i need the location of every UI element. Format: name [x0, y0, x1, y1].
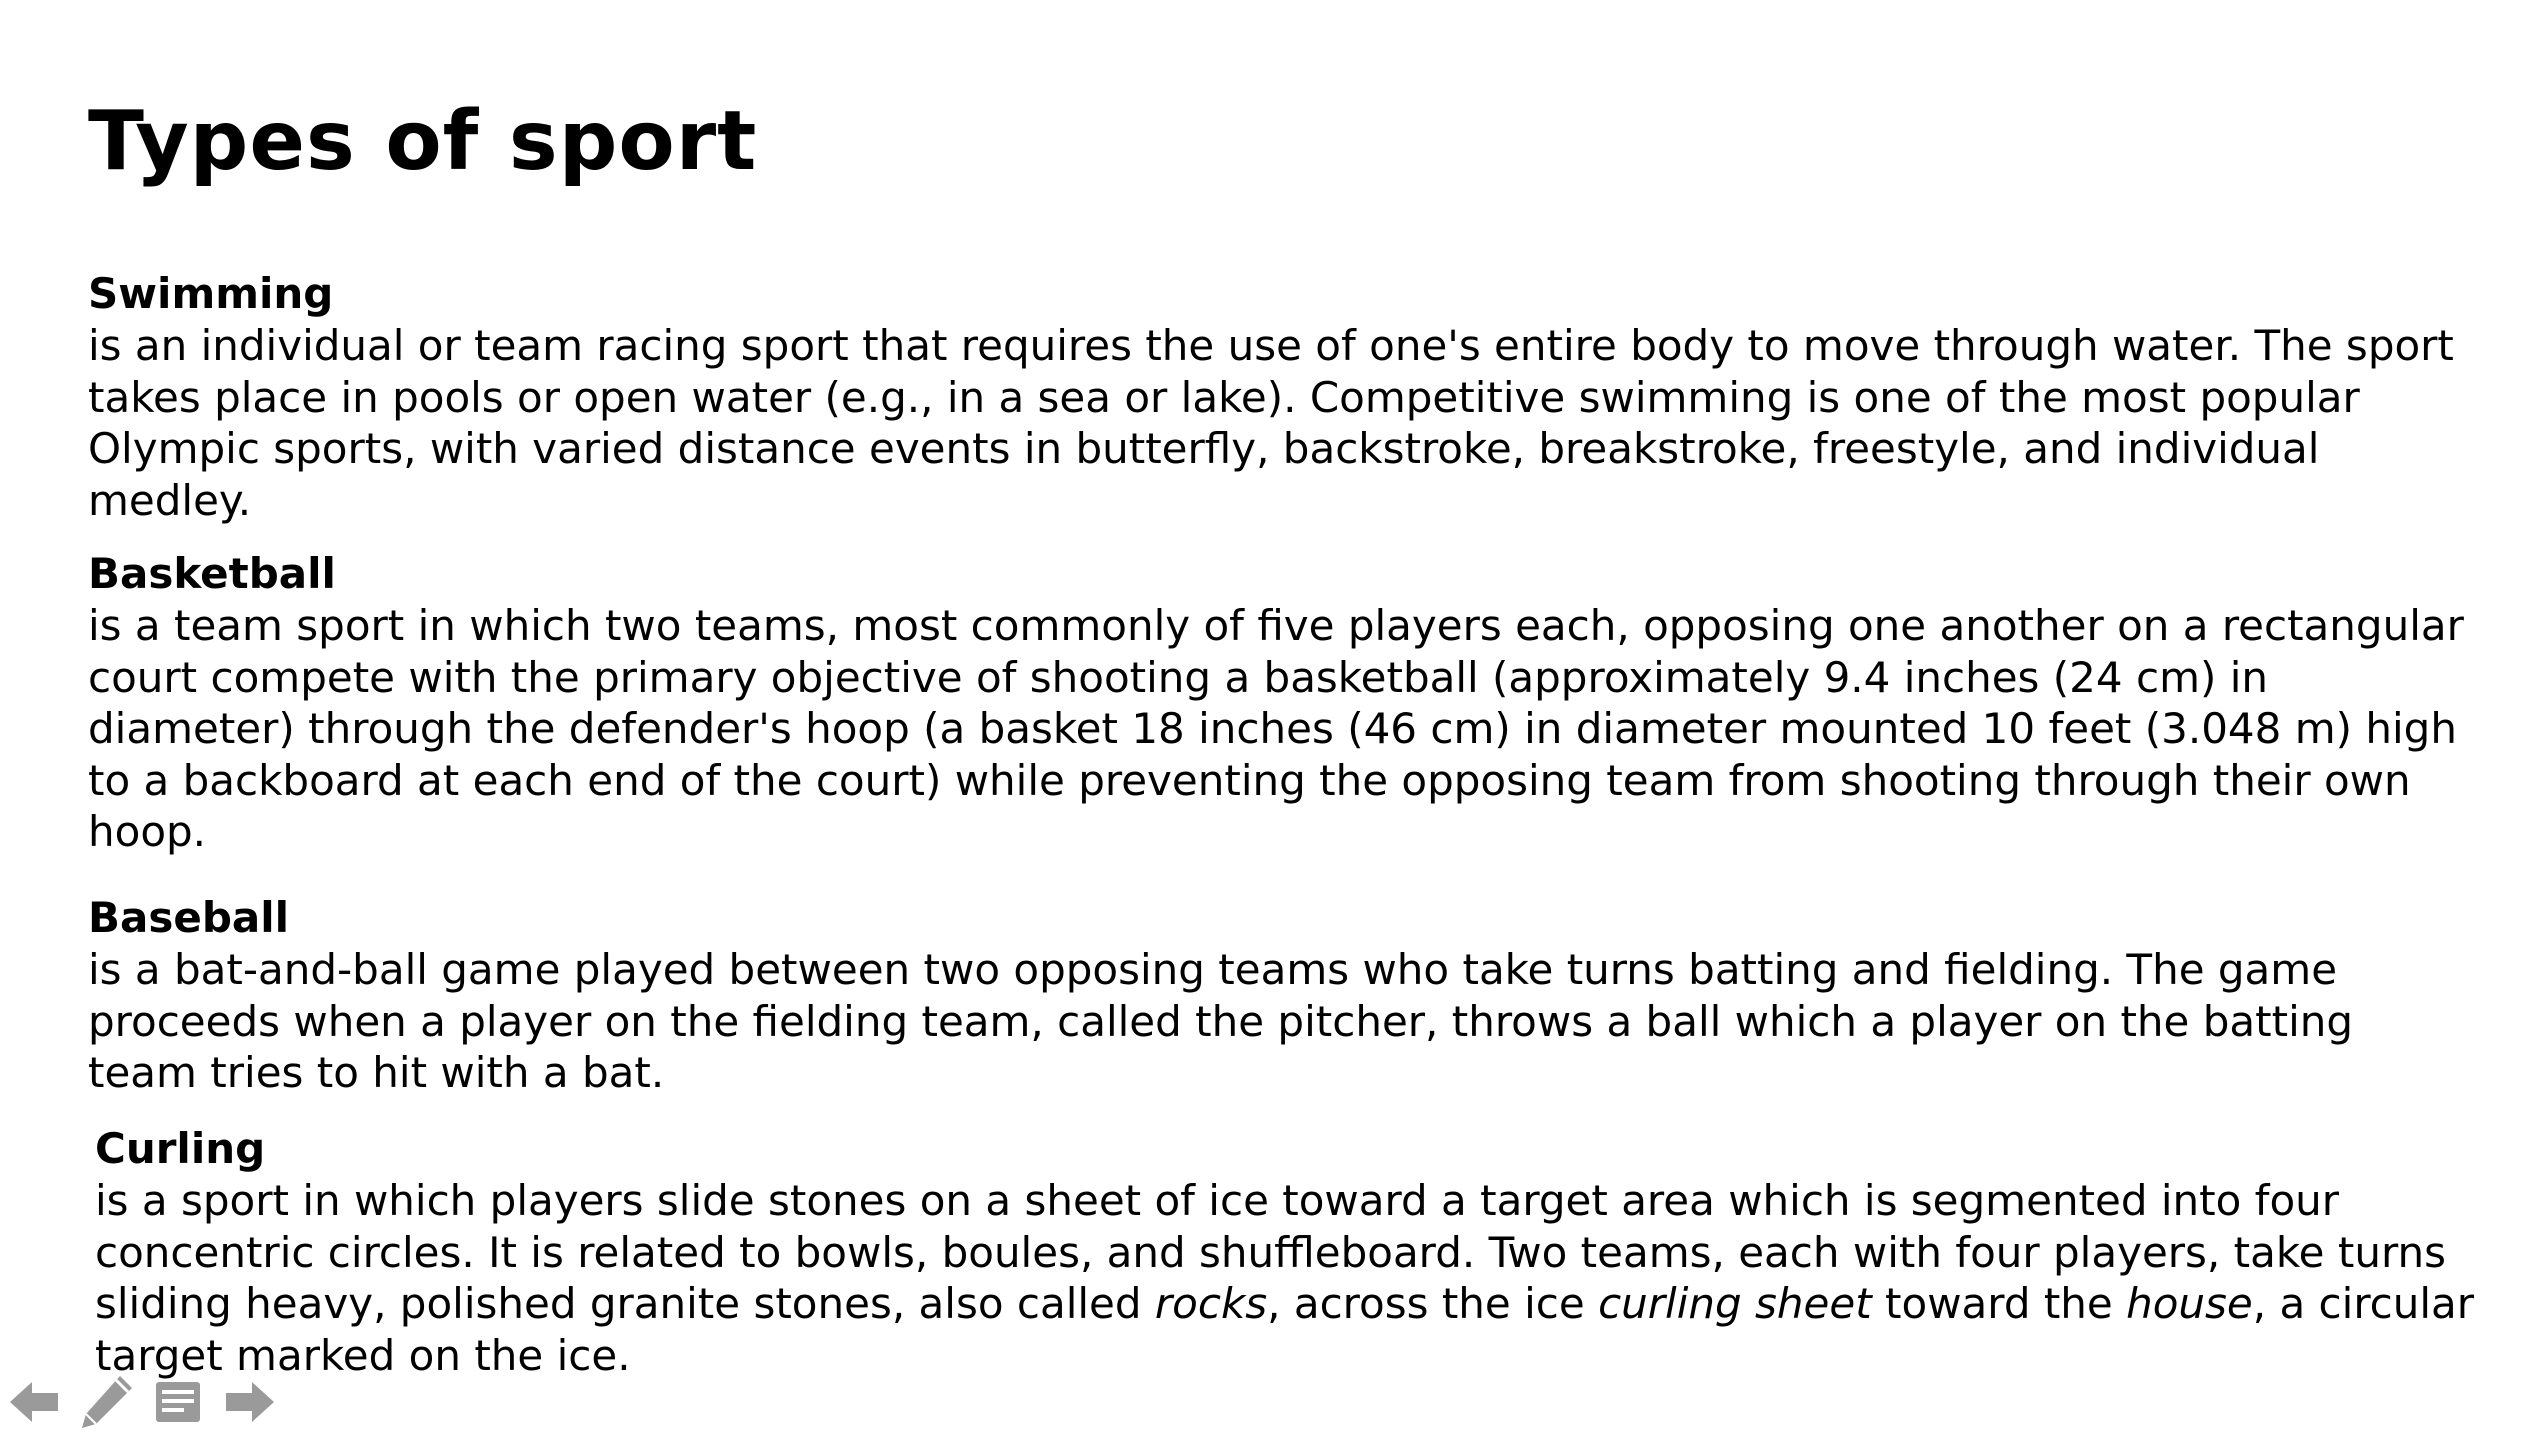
section-body: is an individual or team racing sport that requires the use of one's entire body to move through water. The sport takes place in pools or open water (e.g., in a sea or lake). Competitive swimming is one of the most popular Olympic sports, with varied distance events in butterfly, backstroke, breakstroke, freestyle, and individual medley.: [88, 321, 2454, 525]
notes-icon: [150, 1374, 206, 1430]
section-body: [95, 1175, 2475, 1381]
term-curling-sheet: curling sheet: [1598, 1279, 1872, 1328]
arrow-left-icon: [6, 1374, 62, 1430]
section-baseball: [88, 892, 2468, 1099]
section-heading: Swimming: [88, 269, 334, 318]
section-swimming: [88, 268, 2468, 526]
body-text: toward the: [1871, 1279, 2127, 1328]
body-text: , a circular target marked on the ice.: [95, 1279, 2475, 1380]
section-heading: Basketball: [88, 549, 336, 598]
term-house: house: [2126, 1279, 2253, 1328]
edit-button[interactable]: [76, 1372, 136, 1432]
section-body: is a team sport in which two teams, most commonly of five players each, opposing one another on a rectangular court compete with the primary objective of shooting a basketball (approximately 9.4 inches (24 cm) in diameter) through the defender's hoop (a basket 18 inches (46 cm) in diameter mounted 10 feet (3.048 m) high to a backboard at each end of the court) while preventing the opposing team from shooting through their own hoop.: [88, 601, 2464, 856]
body-text: , across the ice: [1267, 1279, 1599, 1328]
slide-navigation: [4, 1370, 280, 1434]
section-body: is a bat-and-ball game played between two opposing teams who take turns batting and fielding. The game proceeds when a player on the fielding team, called the pitcher, throws a ball which a player on the batting team tries to hit with a bat.: [88, 945, 2354, 1097]
previous-slide-button[interactable]: [4, 1372, 64, 1432]
section-curling: [95, 1123, 2475, 1381]
body-text: is a sport in which players slide stones on a sheet of ice toward a target area which is segmented into four concentric circles. It is related to bowls, boules, and shuffleboard. Two teams, each with four players, take turns sliding heavy, polished granite stones, also called: [95, 1176, 2446, 1328]
term-rocks: rocks: [1154, 1279, 1268, 1328]
slide-title: Types of sport: [88, 94, 758, 189]
section-heading: Baseball: [88, 893, 290, 942]
pencil-icon: [76, 1372, 136, 1432]
next-slide-button[interactable]: [220, 1372, 280, 1432]
notes-button[interactable]: [148, 1372, 208, 1432]
section-heading: Curling: [95, 1124, 266, 1173]
arrow-right-icon: [222, 1374, 278, 1430]
section-basketball: [88, 548, 2468, 858]
